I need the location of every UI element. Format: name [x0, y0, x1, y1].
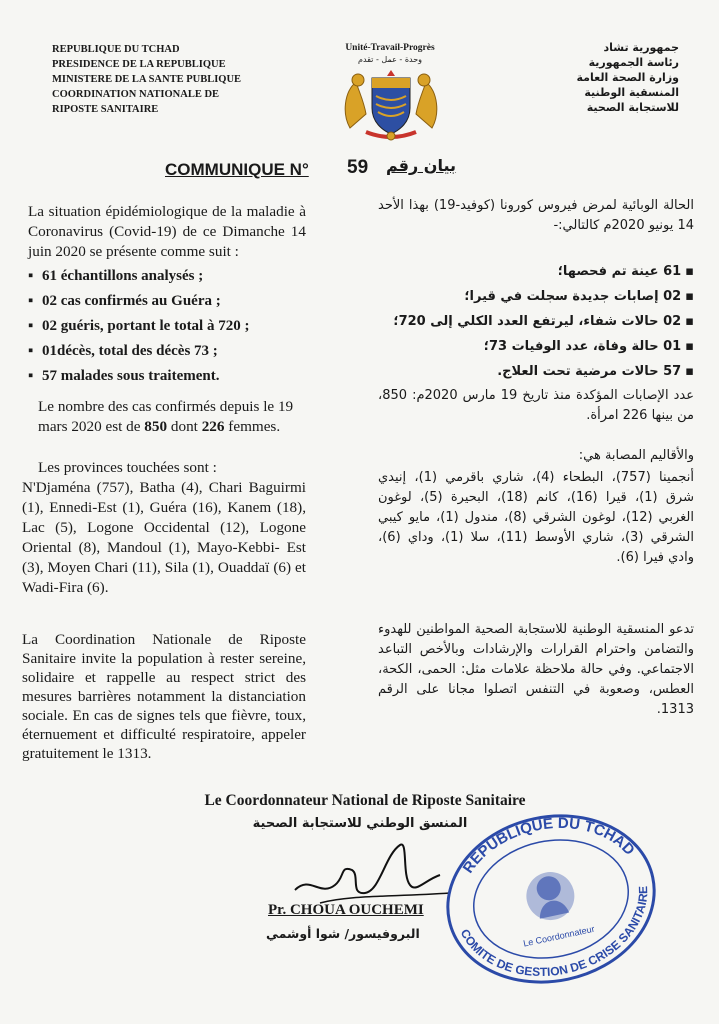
fr-cases-women: 226 — [201, 418, 225, 435]
communique-number: 59 — [347, 157, 369, 178]
coat-of-arms-icon — [336, 66, 446, 142]
header-fr-line: COORDINATION NATIONALE DE — [52, 89, 220, 100]
national-motto — [330, 42, 450, 66]
ar-bullet-item: ▪ 02 حالات شفاء، ليرتفع العدد الكلي إلى 720؛ — [378, 312, 694, 332]
ar-bullet-item: ▪ 57 حالات مرضية تحت العلاج. — [378, 362, 694, 382]
ar-bullet-item: ▪ 61 عينة تم فحصها؛ — [378, 262, 694, 282]
fr-cases-total: 850 — [144, 418, 168, 435]
signatory-title-ar: المنسق الوطني للاستجابة الصحية — [252, 816, 468, 831]
header-ar-line: وزارة الصحة العامة — [576, 71, 679, 84]
motto-fr: Unité-Travail-Progrès — [345, 43, 435, 53]
header-arabic — [479, 40, 679, 115]
header-fr-line: PRESIDENCE DE LA REPUBLIQUE — [52, 59, 226, 70]
motto-ar: وحدة - عمل - تقدم — [357, 55, 423, 64]
signatory-name-fr: Pr. CHOUA OUCHEMI — [268, 902, 424, 918]
header-fr-line: RIPOSTE SANITAIRE — [52, 104, 159, 115]
fr-provinces-list: N'Djaména (757), Batha (4), Chari Baguirmi (1), Ennedi-Est (1), Guéra (16), Kanem (18), Lac (5), Logone Occidental (12), Logone Oriental (8), Mandoul (1), Mayo-Kebbi- Est (3), Moyen Chari (11), Sila (1), Ouaddaï (6) et Wadi-Fira (6). — [22, 479, 306, 596]
header-ar-line: للاستجابة الصحية — [586, 101, 679, 114]
fr-intro: La situation épidémiologique de la maladie à Coronavirus (Covid-19) de ce Dimanche 14 juin 2020 se présente comme suit : — [28, 203, 306, 260]
stamp-center-text: Le Coordonnateur — [522, 923, 596, 949]
ar-bullet-item: ▪ 01 حالة وفاة، عدد الوفيات 73؛ — [378, 337, 694, 357]
header-fr-line: REPUBLIQUE DU TCHAD — [52, 44, 180, 55]
fr-cases-middle: dont — [167, 418, 202, 435]
fr-cases-prefix: Le nombre des cas confirmés depuis le 19 mars 2020 est de — [38, 398, 294, 435]
fr-provinces-title: Les provinces touchées sont : — [38, 459, 217, 476]
header-ar-line: المنسقية الوطنية — [584, 86, 679, 99]
header-ar-line: رئاسة الجمهورية — [588, 56, 679, 69]
ar-provinces-title: والأقاليم المصابة هي: — [578, 448, 694, 463]
ar-provinces-list: أنجمينا (757)، البطحاء (4)، شاري باقرمي (1)، إنيدي شرق (1)، قيرا (16)، كانم (18)، البحيرة (5)، لوغون الغربي (12)، لوغون الشرقي (8)، مندول (1)، مايو كيبي الشرقي (3)، شاري الأوسط (11)، سلا (1)، وداي (6)، وادي فيرا (6). — [378, 470, 695, 565]
fr-bullet-item: ▪ 01décès, total des décès 73 ; — [28, 341, 306, 361]
header-fr-line: MINISTERE DE LA SANTE PUBLIQUE — [52, 74, 242, 85]
header-french — [52, 42, 282, 117]
ar-intro: الحالة الوبائية لمرض فيروس كورونا (كوفيد-19) بهذا الأحد 14 يونيو 2020م كالتالي:- — [378, 198, 694, 233]
ar-bullet-item: ▪ 02 إصابات جديدة سجلت في قيرا؛ — [378, 287, 694, 307]
fr-cases-suffix: femmes. — [224, 418, 281, 435]
stamp-top-text: REPUBLIQUE DU TCHAD — [459, 814, 638, 877]
communique-title-fr: COMMUNIQUE N° — [165, 160, 309, 179]
fr-bullet-item: ▪ 02 cas confirmés au Guéra ; — [28, 291, 306, 311]
ar-appeal-paragraph: تدعو المنسقية الوطنية للاستجابة الصحية المواطنين للهدوء والتضامن واحترام القرارات والإرشادات وبالأخص التباعد الاجتماعي. وفي حالة ملاحظة علامات مثل: الحمى، الكحة، العطس، وصعوبة في التنفس اتصلوا مجانا على الرقم 1313. — [378, 622, 694, 717]
signatory-name-ar: البروفيسور/ شوا أوشمي — [266, 926, 420, 941]
signatory-title-fr: Le Coordonnateur National de Riposte Sanitaire — [204, 792, 526, 809]
ar-cases-paragraph: عدد الإصابات المؤكدة منذ تاريخ 19 مارس 2020م: 850، من بينها 226 امرأة. — [378, 388, 694, 423]
header-ar-line: جمهورية تشاد — [603, 41, 679, 54]
fr-bullet-item: ▪ 57 malades sous traitement. — [28, 366, 306, 386]
communique-title-ar: بيان رقم — [386, 156, 457, 175]
fr-bullet-item: ▪ 02 guéris, portant le total à 720 ; — [28, 316, 306, 336]
fr-appeal-paragraph: La Coordination Nationale de Riposte Sanitaire invite la population à rester sereine, solidaire et rappelle au respect strict des mesures barrières notamment la distanciation sociale. En cas de signes tels que fièvre, toux, éternuement et difficulté respiratoire, appeler gratuitement le 1313. — [22, 631, 306, 762]
official-stamp-icon — [436, 806, 666, 992]
fr-bullets — [28, 266, 306, 391]
ar-bullets — [378, 262, 694, 387]
fr-bullet-item: ▪ 61 échantillons analysés ; — [28, 266, 306, 286]
stamp-bottom-text: COMITE DE GESTION DE CRISE SANITAIRE — [457, 885, 651, 980]
fr-cases-paragraph — [38, 397, 306, 437]
